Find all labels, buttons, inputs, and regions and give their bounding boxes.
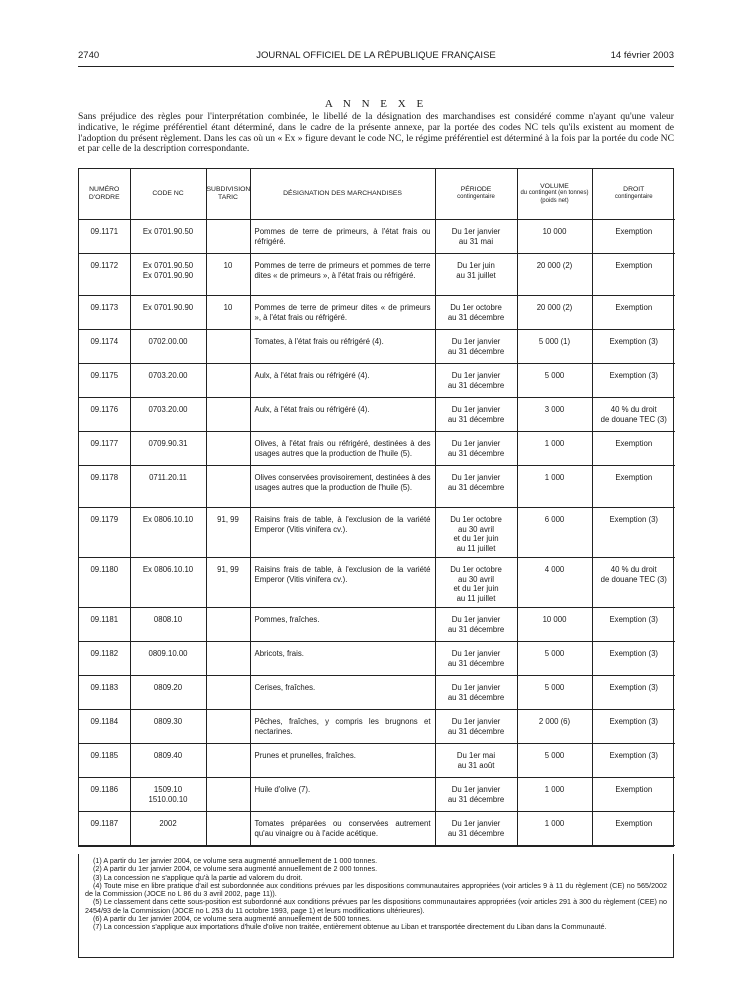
cell-taric (206, 398, 250, 432)
cell-taric (206, 466, 250, 508)
cell-taric (206, 642, 250, 676)
cell-designation: Aulx, à l'état frais ou réfrigéré (4). (250, 364, 435, 398)
cell-numero: 09.1176 (79, 398, 130, 432)
droit-line: Exemption (3) (609, 615, 659, 624)
periode-line: au 31 décembre (447, 346, 505, 356)
cell-volume: 1 000 (517, 778, 592, 812)
cell-numero: 09.1181 (79, 608, 130, 642)
periode-line: Du 1er octobre (450, 515, 502, 524)
periode-line: Du 1er mai (456, 751, 496, 760)
cell-numero: 09.1174 (79, 330, 130, 364)
cell-volume: 6 000 (517, 508, 592, 558)
cell-taric: 91, 99 (206, 508, 250, 558)
cell-volume: 20 000 (2) (517, 296, 592, 330)
quota-table (78, 168, 674, 847)
cell-code-nc (130, 812, 206, 846)
droit-line: Exemption (615, 261, 653, 270)
cell-periode (435, 778, 517, 812)
cell-periode (435, 398, 517, 432)
cell-periode (435, 254, 517, 296)
table-row (79, 220, 675, 254)
periode-line: au 30 avril (458, 574, 494, 584)
droit-line: de douane TEC (3) (600, 414, 667, 424)
cell-volume: 5 000 (517, 744, 592, 778)
cell-volume: 20 000 (2) (517, 254, 592, 296)
cell-code-nc (130, 508, 206, 558)
header-numero: NUMÉRO D'ORDRE (79, 169, 130, 220)
periode-line: et du 1er juin (453, 584, 499, 594)
table-row (79, 778, 675, 812)
cell-code-nc (130, 364, 206, 398)
cell-droit (592, 608, 675, 642)
periode-line: Du 1er octobre (450, 303, 502, 312)
periode-line: Du 1er juin (457, 261, 495, 270)
table-row (79, 558, 675, 608)
cell-designation: Olives conservées provisoirement, destinées à des usages autres que la production de l'huile (5). (250, 466, 435, 508)
cell-droit (592, 642, 675, 676)
cell-periode (435, 608, 517, 642)
table-row (79, 710, 675, 744)
cell-volume: 4 000 (517, 558, 592, 608)
annex-title: A N N E X E (324, 98, 428, 110)
code-nc-line: 0809.20 (153, 683, 183, 692)
cell-droit (592, 778, 675, 812)
table-row (79, 812, 675, 846)
cell-droit (592, 364, 675, 398)
header-droit (592, 169, 675, 220)
periode-line: Du 1er janvier (451, 615, 501, 624)
cell-taric (206, 710, 250, 744)
cell-periode (435, 466, 517, 508)
droit-line: Exemption (615, 473, 653, 482)
code-nc-line: 1509.10 (153, 785, 183, 794)
cell-designation: Raisins frais de table, à l'exclusion de la variété Emperor (Vitis vinifera cv.). (250, 508, 435, 558)
cell-code-nc (130, 744, 206, 778)
code-nc-line: 0809.10.00 (148, 649, 188, 658)
periode-line: au 31 décembre (447, 658, 505, 668)
cell-periode (435, 558, 517, 608)
code-nc-line: 0809.40 (153, 751, 183, 760)
cell-droit (592, 254, 675, 296)
cell-designation: Tomates, à l'état frais ou réfrigéré (4). (250, 330, 435, 364)
cell-designation: Prunes et prunelles, fraîches. (250, 744, 435, 778)
header-designation: DÉSIGNATION DES MARCHANDISES (250, 169, 435, 220)
droit-line: de douane TEC (3) (600, 574, 667, 584)
table-row (79, 330, 675, 364)
cell-volume: 1 000 (517, 812, 592, 846)
cell-designation: Aulx, à l'état frais ou réfrigéré (4). (250, 398, 435, 432)
periode-line: Du 1er janvier (451, 473, 501, 482)
cell-periode (435, 710, 517, 744)
cell-periode (435, 432, 517, 466)
periode-line: au 31 décembre (447, 794, 505, 804)
cell-numero: 09.1180 (79, 558, 130, 608)
cell-volume: 1 000 (517, 466, 592, 508)
table-row (79, 642, 675, 676)
cell-code-nc (130, 642, 206, 676)
cell-periode (435, 220, 517, 254)
droit-line: Exemption (3) (609, 515, 659, 524)
periode-line: au 11 juillet (456, 593, 496, 603)
cell-code-nc (130, 330, 206, 364)
periode-line: au 31 décembre (447, 692, 505, 702)
cell-volume: 5 000 (1) (517, 330, 592, 364)
periode-line: Du 1er janvier (451, 227, 501, 236)
cell-volume: 5 000 (517, 642, 592, 676)
cell-taric (206, 432, 250, 466)
cell-droit (592, 330, 675, 364)
periode-line: au 30 avril (458, 524, 494, 534)
cell-periode (435, 676, 517, 710)
header-volume-title: VOLUME (540, 182, 569, 190)
code-nc-line: 0809.30 (153, 717, 183, 726)
droit-line: Exemption (615, 439, 653, 448)
cell-droit (592, 710, 675, 744)
droit-line: Exemption (615, 227, 653, 236)
periode-line: Du 1er janvier (451, 337, 501, 346)
periode-line: Du 1er janvier (451, 405, 501, 414)
cell-droit (592, 398, 675, 432)
cell-periode (435, 642, 517, 676)
code-nc-line: Ex 0701.90.50 (142, 227, 194, 236)
table-row (79, 508, 675, 558)
cell-designation: Olives, à l'état frais ou réfrigéré, destinées à des usages autres que la production de l'huile (5). (250, 432, 435, 466)
cell-periode (435, 812, 517, 846)
code-nc-line: 0711.20.11 (149, 473, 187, 482)
cell-taric (206, 744, 250, 778)
code-nc-line: Ex 0701.90.50 (142, 261, 194, 270)
droit-line: Exemption (3) (609, 683, 659, 692)
cell-taric (206, 812, 250, 846)
header-subdivision: SUBDIVISION TARIC (206, 169, 250, 220)
cell-designation: Pommes de terre de primeurs et pommes de terre dites « de primeurs », à l'état frais ou réfrigéré. (250, 254, 435, 296)
header-volume (517, 169, 592, 220)
cell-code-nc (130, 254, 206, 296)
code-nc-line: Ex 0701.90.90 (142, 270, 194, 280)
footnote: (3) La concession ne s'applique qu'à la partie ad valorem du droit. (93, 872, 303, 882)
cell-designation: Raisins frais de table, à l'exclusion de la variété Emperor (Vitis vinifera cv.). (250, 558, 435, 608)
cell-taric (206, 364, 250, 398)
footnote: (1) A partir du 1er janvier 2004, ce volume sera augmenté annuellement de 1 000 tonnes. (93, 856, 378, 865)
cell-taric (206, 676, 250, 710)
header-droit-sub: contingentaire (614, 194, 653, 200)
cell-volume: 1 000 (517, 432, 592, 466)
cell-designation: Tomates préparées ou conservées autrement qu'au vinaigre ou à l'acide acétique. (250, 812, 435, 846)
footnote: (7) La concession s'applique aux importations d'huile d'olive non traitée, entièrement obtenue au Liban et transportée directement du Liban dans la Communauté. (93, 922, 607, 932)
cell-taric (206, 778, 250, 812)
cell-code-nc (130, 558, 206, 608)
periode-line: Du 1er janvier (451, 439, 501, 448)
cell-droit (592, 558, 675, 608)
droit-line: Exemption (3) (609, 371, 659, 380)
cell-periode (435, 330, 517, 364)
cell-droit (592, 296, 675, 330)
table-row (79, 296, 675, 330)
cell-code-nc (130, 778, 206, 812)
periode-line: Du 1er janvier (451, 371, 501, 380)
code-nc-line: 0808.10 (153, 615, 183, 624)
table-row (79, 254, 675, 296)
cell-volume: 5 000 (517, 364, 592, 398)
periode-line: Du 1er octobre (450, 565, 502, 574)
periode-line: Du 1er janvier (451, 785, 501, 794)
code-nc-line: 2002 (159, 819, 177, 828)
periode-line: au 31 décembre (447, 624, 505, 634)
cell-designation: Pommes de terre de primeurs, à l'état frais ou réfrigéré. (250, 220, 435, 254)
cell-numero: 09.1186 (79, 778, 130, 812)
footnote: (6) A partir du 1er janvier 2004, ce volume sera augmenté annuellement de 500 tonnes. (93, 914, 372, 924)
droit-line: Exemption (3) (609, 337, 659, 346)
cell-taric: 10 (206, 254, 250, 296)
cell-periode (435, 744, 517, 778)
droit-line: Exemption (615, 785, 653, 794)
cell-code-nc (130, 710, 206, 744)
table-row (79, 398, 675, 432)
cell-numero: 09.1175 (79, 364, 130, 398)
droit-line: Exemption (3) (609, 751, 659, 760)
table-row (79, 608, 675, 642)
code-nc-line: Ex 0701.90.90 (142, 303, 194, 312)
periode-line: au 31 décembre (447, 828, 505, 838)
header-volume-sub: du contingent (en tonnes) (poids net) (520, 190, 589, 204)
periode-line: au 31 juillet (456, 270, 496, 280)
cell-taric (206, 330, 250, 364)
table-header-row (79, 169, 675, 220)
cell-designation: Pommes de terre de primeur dites « de primeurs », à l'état frais ou réfrigéré. (250, 296, 435, 330)
cell-droit (592, 744, 675, 778)
cell-numero: 09.1179 (79, 508, 130, 558)
cell-numero: 09.1178 (79, 466, 130, 508)
cell-droit (592, 466, 675, 508)
journal-title: JOURNAL OFFICIEL DE LA RÉPUBLIQUE FRANÇAISE (256, 50, 496, 61)
cell-numero: 09.1183 (79, 676, 130, 710)
cell-designation: Cerises, fraîches. (250, 676, 435, 710)
periode-line: au 31 décembre (447, 448, 505, 458)
droit-line: Exemption (3) (609, 649, 659, 658)
cell-volume: 2 000 (6) (517, 710, 592, 744)
cell-numero: 09.1182 (79, 642, 130, 676)
cell-numero: 09.1177 (79, 432, 130, 466)
code-nc-line: 0709.90.31 (148, 439, 188, 448)
periode-line: au 31 décembre (447, 414, 505, 424)
cell-periode (435, 296, 517, 330)
cell-code-nc (130, 296, 206, 330)
code-nc-line: 1510.00.10 (148, 794, 188, 804)
periode-line: Du 1er janvier (451, 683, 501, 692)
page-number: 2740 (78, 50, 100, 61)
header-periode-title: PÉRIODE (460, 186, 492, 194)
cell-numero: 09.1184 (79, 710, 130, 744)
periode-line: au 31 mai (458, 236, 494, 246)
table-row (79, 466, 675, 508)
droit-line: 40 % du droit (610, 565, 657, 574)
cell-code-nc (130, 398, 206, 432)
periode-line: Du 1er janvier (451, 819, 501, 828)
periode-line: Du 1er janvier (451, 717, 501, 726)
cell-designation: Pommes, fraîches. (250, 608, 435, 642)
footnotes (78, 854, 674, 958)
cell-droit (592, 508, 675, 558)
cell-code-nc (130, 220, 206, 254)
cell-numero: 09.1171 (79, 220, 130, 254)
periode-line: au 31 décembre (447, 482, 505, 492)
cell-volume: 10 000 (517, 220, 592, 254)
cell-volume: 10 000 (517, 608, 592, 642)
header-code-nc: CODE NC (130, 169, 206, 220)
cell-periode (435, 364, 517, 398)
cell-taric: 91, 99 (206, 558, 250, 608)
intro-paragraph: Sans préjudice des règles pour l'interprétation combinée, le libellé de la désignation des marchandises est considéré comme n'ayant qu'une valeur indicative, le régime préférentiel étant déterminé, dans le cadre de la présente annexe, par la portée des codes NC tels qu'ils existent au moment de l'adoption du présent règlement. Dans les cas où un « Ex » figure devant le code NC, le régime préférentiel est déterminé à la fois par la portée du code NC et par celle de la description correspondante. (78, 111, 674, 155)
periode-line: au 31 août (457, 760, 495, 770)
table-row (79, 744, 675, 778)
cell-taric (206, 608, 250, 642)
page-header (78, 50, 674, 64)
cell-code-nc (130, 676, 206, 710)
code-nc-line: Ex 0806.10.10 (142, 565, 194, 574)
cell-droit (592, 432, 675, 466)
cell-numero: 09.1187 (79, 812, 130, 846)
cell-taric (206, 220, 250, 254)
droit-line: Exemption (615, 819, 653, 828)
droit-line: Exemption (615, 303, 653, 312)
cell-volume: 3 000 (517, 398, 592, 432)
cell-code-nc (130, 608, 206, 642)
code-nc-line: Ex 0806.10.10 (142, 515, 194, 524)
cell-droit (592, 676, 675, 710)
publication-date: 14 février 2003 (610, 50, 674, 61)
header-periode (435, 169, 517, 220)
table-row (79, 432, 675, 466)
header-periode-sub: contingentaire (457, 194, 495, 200)
code-nc-line: 0702.00.00 (148, 337, 188, 346)
cell-periode (435, 508, 517, 558)
cell-numero: 09.1173 (79, 296, 130, 330)
cell-numero: 09.1185 (79, 744, 130, 778)
cell-numero: 09.1172 (79, 254, 130, 296)
droit-line: 40 % du droit (610, 405, 657, 414)
code-nc-line: 0703.20.00 (148, 371, 188, 380)
periode-line: Du 1er janvier (451, 649, 501, 658)
cell-droit (592, 220, 675, 254)
droit-line: Exemption (3) (609, 717, 659, 726)
footnote: (2) A partir du 1er janvier 2004, ce volume sera augmenté annuellement de 2 000 tonnes. (93, 864, 378, 874)
periode-line: et du 1er juin (453, 534, 499, 544)
cell-code-nc (130, 466, 206, 508)
cell-designation: Abricots, frais. (250, 642, 435, 676)
cell-taric: 10 (206, 296, 250, 330)
cell-droit (592, 812, 675, 846)
cell-volume: 5 000 (517, 676, 592, 710)
periode-line: au 31 décembre (447, 726, 505, 736)
table-row (79, 364, 675, 398)
cell-code-nc (130, 432, 206, 466)
table-row (79, 676, 675, 710)
footnote: (4) Toute mise en libre pratique d'ail est subordonnée aux conditions prévues par les dispositions communautaires appropriées (voir articles 9 à 11 du règlement (CE) no 565/2002 de la Commission (JOCE no L 86 du 3 avril 2002, page 11)). (85, 880, 667, 899)
footnote: (5) Le classement dans cette sous-position est subordonné aux conditions prévues par les dispositions communautaires appropriées (voir articles 291 à 300 du règlement (CEE) no 2454/93 de la Commission (JOCE no L 253 du 11 octobre 1993, page 1) et leurs modifications ultérieures). (85, 897, 667, 915)
header-rule (78, 66, 674, 67)
periode-line: au 11 juillet (456, 543, 496, 553)
cell-designation: Pêches, fraîches, y compris les brugnons et nectarines. (250, 710, 435, 744)
cell-designation: Huile d'olive (7). (250, 778, 435, 812)
periode-line: au 31 décembre (447, 312, 505, 322)
periode-line: au 31 décembre (447, 380, 505, 390)
header-droit-title: DROIT (623, 186, 645, 194)
code-nc-line: 0703.20.00 (148, 405, 188, 414)
